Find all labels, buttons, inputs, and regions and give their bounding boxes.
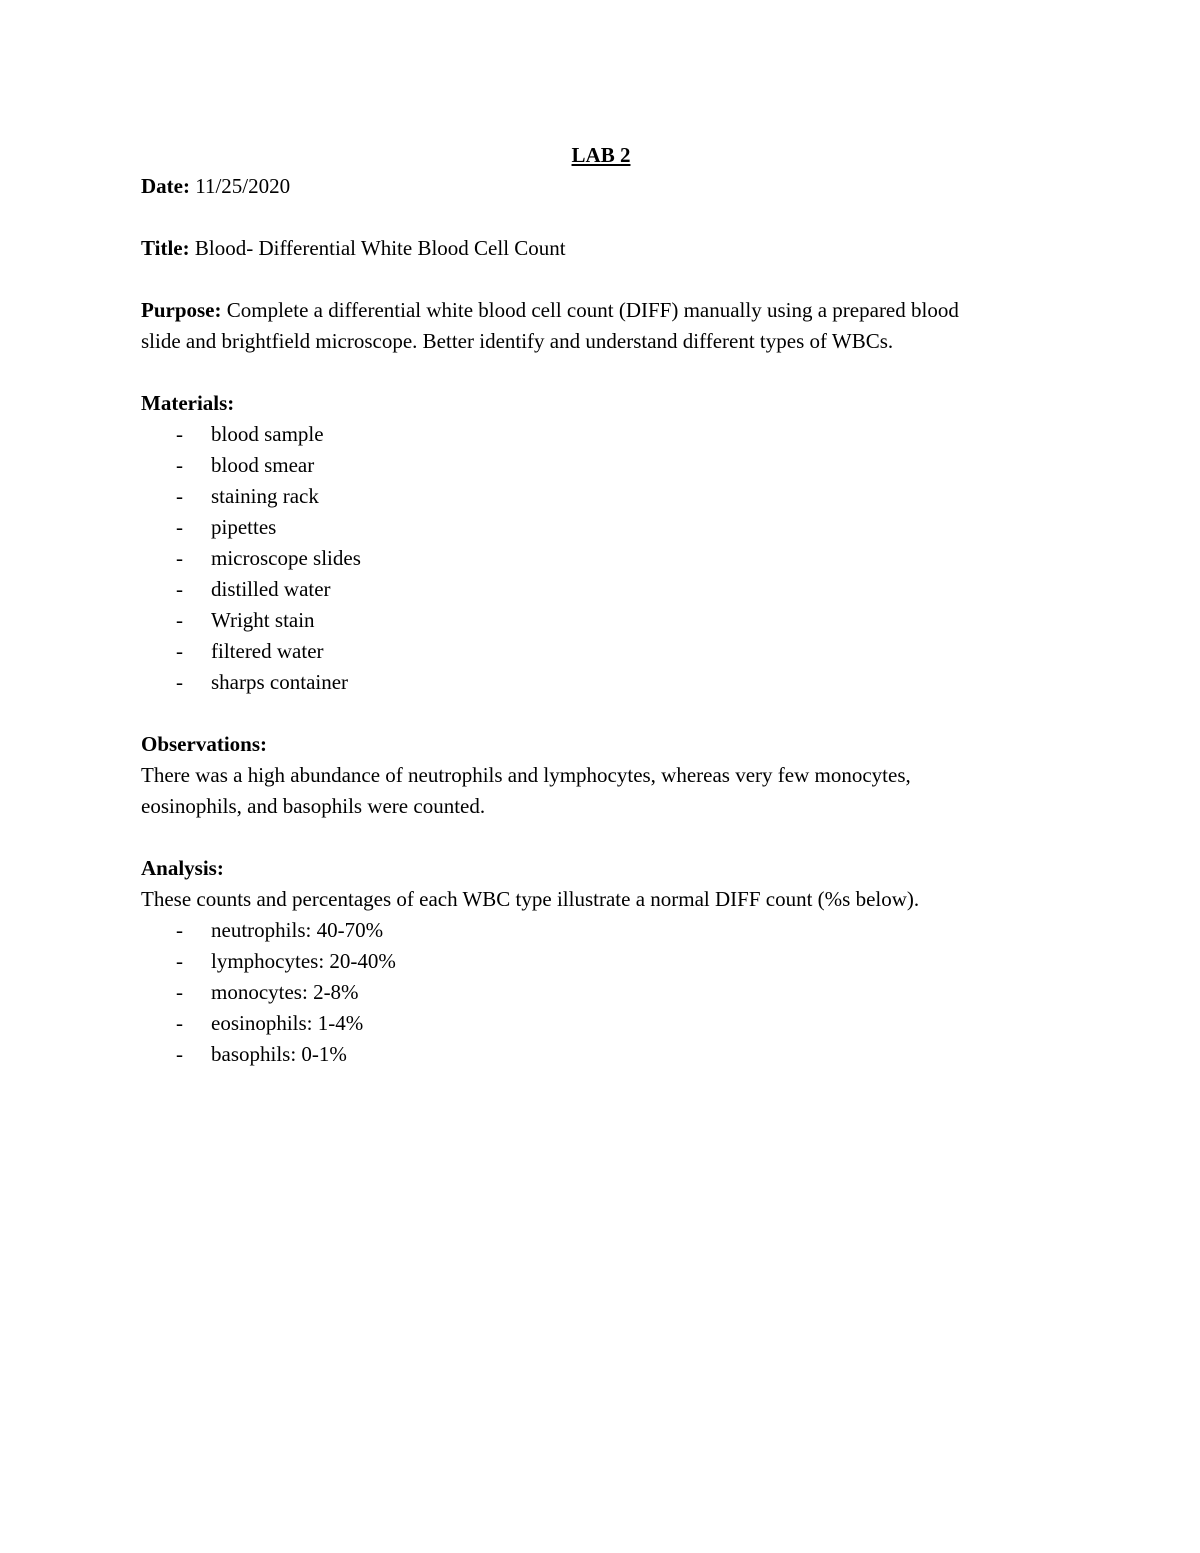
- material-text: blood sample: [211, 422, 324, 446]
- list-item: [141, 512, 1061, 543]
- list-item: [141, 543, 1061, 574]
- materials-label: Materials:: [141, 391, 235, 415]
- material-text: distilled water: [211, 577, 331, 601]
- dash-mark: -: [176, 1011, 183, 1035]
- analysis-item-text: basophils: 0-1%: [211, 1042, 347, 1066]
- list-item: [141, 605, 1061, 636]
- dash-mark: -: [176, 639, 183, 663]
- title-line: [141, 233, 1061, 264]
- material-text: sharps container: [211, 670, 349, 694]
- dash-mark: -: [176, 422, 183, 446]
- dash-mark: -: [176, 1042, 183, 1066]
- list-item: [141, 574, 1061, 605]
- material-text: microscope slides: [211, 546, 361, 570]
- title-value: Blood- Differential White Blood Cell Count: [194, 236, 566, 260]
- list-item: [141, 1008, 1061, 1039]
- purpose-line-2: slide and brightfield microscope. Better identify and understand different types of WBCs.: [141, 329, 894, 353]
- purpose-text-1: Complete a differential white blood cell count (DIFF) manually using a prepared blood: [226, 298, 959, 322]
- document-heading: LAB 2: [571, 143, 631, 167]
- observations-label: Observations:: [141, 732, 267, 756]
- material-text: blood smear: [211, 453, 315, 477]
- analysis-item-text: neutrophils: 40-70%: [211, 918, 384, 942]
- dash-mark: -: [176, 980, 183, 1004]
- purpose-line-1: [141, 295, 1061, 326]
- list-item: [141, 636, 1061, 667]
- material-text: filtered water: [211, 639, 324, 663]
- material-text: pipettes: [211, 515, 277, 539]
- dash-mark: -: [176, 453, 183, 477]
- dash-mark: -: [176, 670, 183, 694]
- material-text: Wright stain: [211, 608, 315, 632]
- dash-mark: -: [176, 577, 183, 601]
- list-item: [141, 419, 1061, 450]
- analysis-item-text: monocytes: 2-8%: [211, 980, 359, 1004]
- purpose-label: Purpose:: [141, 298, 222, 322]
- list-item: [141, 481, 1061, 512]
- date-value: 11/25/2020: [195, 174, 291, 198]
- dash-mark: -: [176, 484, 183, 508]
- list-item: [141, 1039, 1061, 1070]
- date-line: [141, 171, 1061, 202]
- list-item: [141, 946, 1061, 977]
- list-item: [141, 915, 1061, 946]
- observations-text-1: There was a high abundance of neutrophils and lymphocytes, whereas very few monocytes,: [141, 763, 911, 787]
- analysis-list: [141, 915, 1061, 1070]
- list-item: [141, 450, 1061, 481]
- dash-mark: -: [176, 515, 183, 539]
- analysis-text: These counts and percentages of each WBC type illustrate a normal DIFF count (%s below).: [141, 887, 920, 911]
- dash-mark: -: [176, 546, 183, 570]
- observations-text-2: eosinophils, and basophils were counted.: [141, 794, 486, 818]
- analysis-item-text: eosinophils: 1-4%: [211, 1011, 364, 1035]
- analysis-label: Analysis:: [141, 856, 224, 880]
- material-text: staining rack: [211, 484, 319, 508]
- list-item: [141, 977, 1061, 1008]
- list-item: [141, 667, 1061, 698]
- dash-mark: -: [176, 918, 183, 942]
- title-label: Title:: [141, 236, 190, 260]
- analysis-item-text: lymphocytes: 20-40%: [211, 949, 396, 973]
- dash-mark: -: [176, 608, 183, 632]
- date-label: Date:: [141, 174, 190, 198]
- document-page: [141, 140, 1061, 1070]
- materials-list: [141, 419, 1061, 698]
- dash-mark: -: [176, 949, 183, 973]
